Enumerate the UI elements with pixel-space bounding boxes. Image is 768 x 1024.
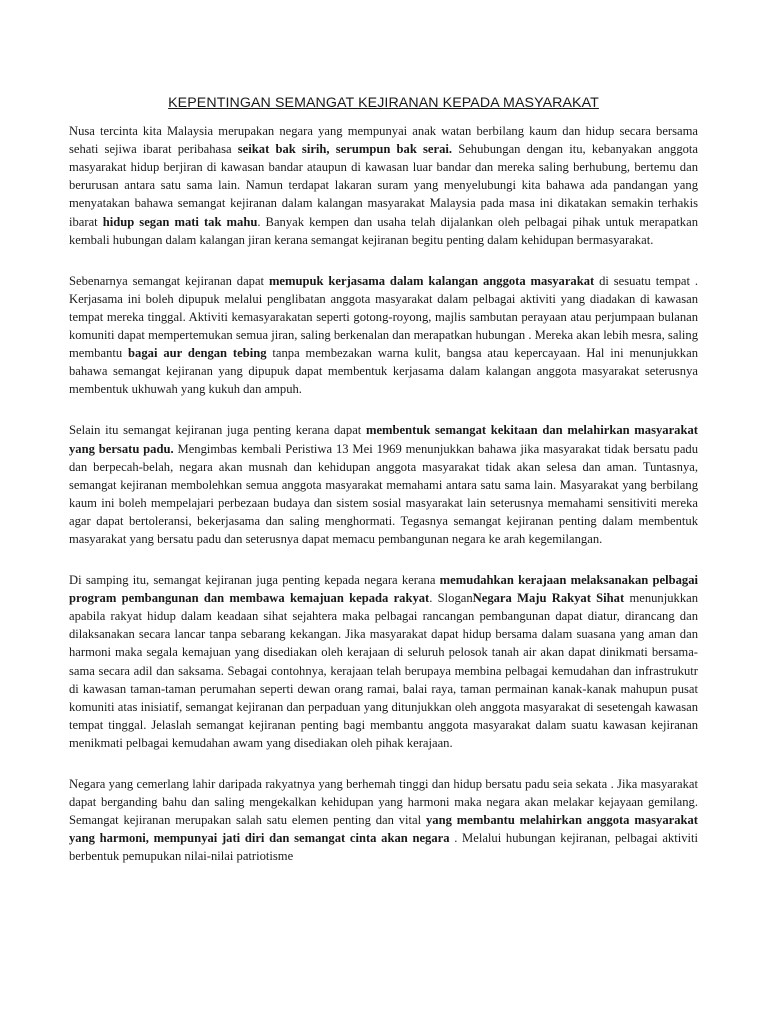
paragraph-kerjasama bbox=[69, 272, 698, 399]
paragraph-text: Mengimbas kembali Peristiwa 13 Mei 1969 menunjukkan bahawa jika masyarakat tidak bersatu padu dan berpecah-belah, negara akan musnah dan kehidupan anggota masyarakat tidak akan selesa dan aman. Tuntasnya, semangat kejiranan membolehkan semua anggota masyarakat memahami antara satu sama lain. Masyarakat yang berbilang kaum ini boleh mempelajari perbezaan budaya dan sistem sosial masyarakat lain seterusnya memahami sensitiviti mereka agar dapat bertoleransi, bekerjasama dan saling menghormati. Tegasnya semangat kejiranan penting dalam membentuk masyarakat yang bersatu padu dan seterusnya dapat memacu pembangunan negara ke arah kegemilangan. bbox=[69, 441, 699, 546]
paragraph-text: tanpa membezakan warna kulit, bangsa atau kepercayaan. Hal ini menunjukkan bahawa semangat kejiranan yang dipupuk dapat membentuk kerjasama dalam kalangan anggota masyarakat seterusnya membentuk ukhuwah yang kukuh dan ampuh. bbox=[69, 346, 698, 397]
paragraph-text: Selain itu semangat kejiranan juga penting kerana dapat bbox=[69, 423, 366, 438]
key-point-bold: membentuk semangat kekitaan dan melahirkan masyarakat yang bersatu padu. bbox=[69, 423, 698, 456]
paragraph-text: . Slogan bbox=[429, 591, 473, 606]
paragraph-text: di sesuatu tempat . Kerjasama ini boleh dipupuk melalui penglibatan anggota masyarakat dalam pelbagai aktiviti yang diadakan di kawasan tempat mereka tinggal. Aktiviti kemasyarakatan seperti gotong-royong, majlis sambutan perayaan atau perjumpaan bulanan komuniti dapat mempertemukan semua jiran, saling berkenalan dan merapatkan hubungan . Mereka akan lebih mesra, saling membantu bbox=[69, 273, 698, 361]
slogan-bold: Negara Maju Rakyat Sihat bbox=[472, 591, 625, 606]
paragraph-text: Nusa tercinta kita Malaysia merupakan negara yang mempunyai anak watan berbilang kaum dan hidup secara bersama sehati sejiwa ibarat peribahasa bbox=[69, 124, 698, 157]
proverb-bold: seikat bak sirih, serumpun bak serai. bbox=[237, 142, 453, 157]
paragraph-pembangunan bbox=[69, 571, 698, 752]
proverb-bold: hidup segan mati tak mahu bbox=[102, 214, 258, 229]
paragraph-text: menunjukkan apabila rakyat hidup dalam keadaan sihat sejahtera maka pelbagai rancangan pembangunan dapat diatur, dirancang dan dilaksanakan secara lancar tanpa sebarang kekangan. Jika masyarakat dapat hidup bersama dalam suasana yang aman dan harmoni maka segala kemajuan yang disediakan oleh kerajaan di seluruh pelosok tanah air akan dapat dinikmati bersama-sama secara adil dan saksama. Sebagai contohnya, kerajaan telah berupaya membina pelbagai kemudahan dan infrastrukutr di kawasan taman-taman perumahan seperti dewan orang ramai, balai raya, taman permainan kanak-kanak mahupun pusat komuniti atas inisiatif, semangat kejiranan dan perpaduan yang ditunjukkan oleh anggota masyarakat di sesetengah kawasan tempat tinggal. Jelaslah semangat kejiranan penting bagi membantu anggota masyarakat dalam suatu kawasan kejiranan menikmati pelbagai kemudahan awam yang disediakan oleh pihak kerajaan. bbox=[69, 591, 699, 750]
document-title: KEPENTINGAN SEMANGAT KEJIRANAN KEPADA MASYARAKAT bbox=[168, 95, 599, 111]
paragraph-text: Sebenarnya semangat kejiranan dapat bbox=[69, 273, 269, 288]
paragraph-kekitaan bbox=[69, 421, 698, 548]
paragraph-text: . Banyak kempen dan usaha telah dijalankan oleh pelbagai pihak untuk merapatkan kembali hubungan dalam kalangan jiran kerana semangat kejiranan begitu penting dalam kehidupan bermasyarakat. bbox=[69, 214, 698, 247]
key-point-bold: memudahkan kerajaan melaksanakan pelbagai program pembangunan dan membawa kemajuan kepada rakyat bbox=[69, 573, 698, 606]
paragraph-text: Sehubungan dengan itu, kebanyakan anggota masyarakat hidup berjiran di kawasan bandar ataupun di kawasan luar bandar dan mereka saling berhubung, bertemu dan berurusan antara satu sama lain. Namun terdapat lakaran suram yang menyelubungi kita bahawa ada pandangan yang menyatakan bahawa semangat kejiranan dalam kalangan masyarakat Malaysia pada masa ini dikatakan semakin terhakis ibarat bbox=[69, 142, 699, 229]
paragraph-text: . Melalui hubungan kejiranan, pelbagai aktiviti berbentuk pemupukan nilai-nilai patriotisme bbox=[69, 831, 698, 864]
paragraph-intro bbox=[69, 122, 698, 249]
paragraph-text: Negara yang cemerlang lahir daripada rakyatnya yang berhemah tinggi dan hidup bersatu padu seia sekata . Jika masyarakat dapat berganding bahu dan saling mengekalkan kehidupan yang harmoni maka negara akan melakar kejayaan gemilang. Semangat kejiranan merupakan salah satu elemen penting dan vital bbox=[69, 777, 698, 828]
document-page bbox=[69, 94, 698, 888]
paragraph-negara bbox=[69, 775, 698, 865]
key-point-bold: yang membantu melahirkan anggota masyarakat yang harmoni, mempunyai jati diri dan semangat cinta akan negara bbox=[69, 813, 698, 846]
paragraph-text: Di samping itu, semangat kejiranan juga penting kepada negara kerana bbox=[69, 573, 440, 588]
proverb-bold: bagai aur dengan tebing bbox=[128, 346, 267, 361]
key-point-bold: memupuk kerjasama dalam kalangan anggota masyarakat bbox=[268, 273, 595, 288]
